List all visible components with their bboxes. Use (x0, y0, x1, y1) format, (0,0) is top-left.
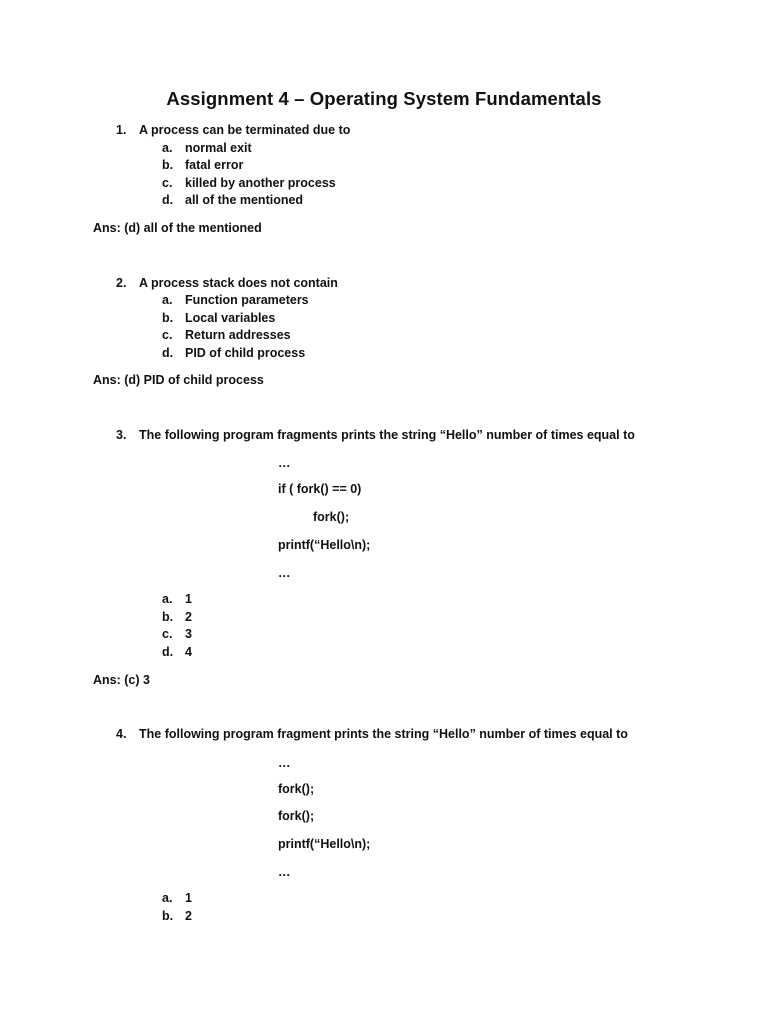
option-text: normal exit (185, 141, 252, 155)
option-letter: b. (162, 311, 174, 325)
option-text: all of the mentioned (185, 193, 304, 207)
option-letter: c. (162, 176, 173, 190)
question-number: 2. (116, 276, 127, 290)
question-text: The following program fragments prints the string “Hello” number of times equal to (139, 428, 635, 442)
option-text: killed by another process (185, 176, 336, 190)
option-letter: d. (162, 193, 174, 207)
option-letter: a. (162, 592, 173, 606)
answer-line: Ans: (d) PID of child process (93, 373, 264, 387)
option-letter: d. (162, 346, 174, 360)
code-line: … (278, 566, 291, 580)
option-letter: b. (162, 158, 174, 172)
question-text: A process stack does not contain (139, 276, 338, 290)
question-number: 4. (116, 727, 127, 741)
option-text: Function parameters (185, 293, 309, 307)
option-letter: c. (162, 328, 173, 342)
question-text: A process can be terminated due to (139, 123, 351, 137)
option-text: 4 (185, 645, 192, 659)
option-letter: a. (162, 293, 173, 307)
code-line: if ( fork() == 0) (278, 482, 362, 496)
option-text: 3 (185, 627, 192, 641)
option-letter: b. (162, 909, 174, 923)
option-letter: b. (162, 610, 174, 624)
option-letter: a. (162, 891, 173, 905)
code-line: fork(); (278, 782, 315, 796)
code-line: … (278, 456, 291, 470)
answer-line: Ans: (d) all of the mentioned (93, 221, 262, 235)
option-letter: a. (162, 141, 173, 155)
code-line: fork(); (278, 809, 315, 823)
option-text: fatal error (185, 158, 244, 172)
option-text: 2 (185, 610, 192, 624)
option-text: 2 (185, 909, 192, 923)
code-line: printf(“Hello\n); (278, 538, 371, 552)
question-text: The following program fragment prints the string “Hello” number of times equal to (139, 727, 628, 741)
question-number: 3. (116, 428, 127, 442)
option-text: PID of child process (185, 346, 306, 360)
question-number: 1. (116, 123, 127, 137)
code-line: fork(); (313, 510, 350, 524)
option-letter: c. (162, 627, 173, 641)
option-text: Return addresses (185, 328, 291, 342)
code-line: printf(“Hello\n); (278, 837, 371, 851)
option-text: 1 (185, 592, 192, 606)
answer-line: Ans: (c) 3 (93, 673, 150, 687)
option-letter: d. (162, 645, 174, 659)
code-line: … (278, 756, 291, 770)
document-title: Assignment 4 – Operating System Fundamentals (166, 88, 602, 109)
option-text: 1 (185, 891, 192, 905)
code-line: … (278, 865, 291, 879)
option-text: Local variables (185, 311, 276, 325)
